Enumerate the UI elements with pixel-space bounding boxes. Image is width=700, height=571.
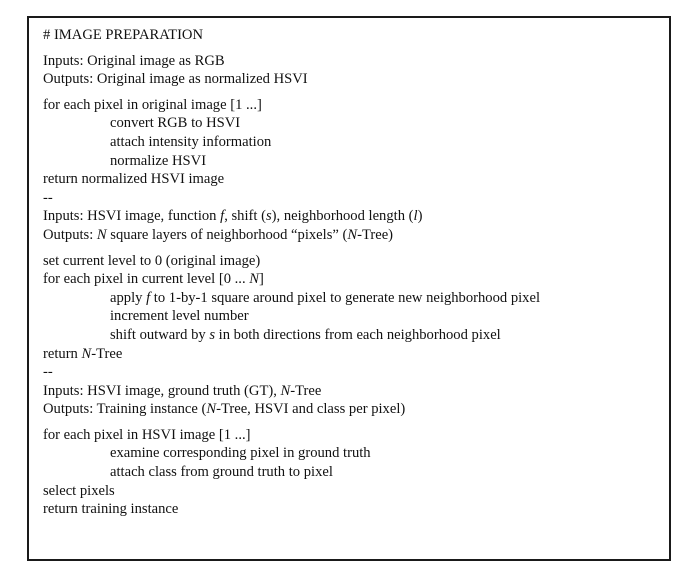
section2-inputs: Inputs: HSVI image, function f, shift (s), neighborhood length (l) [43, 208, 423, 225]
section3-step: attach class from ground truth to pixel [110, 464, 333, 481]
section1-loop: for each pixel in original image [1 ...] [43, 96, 262, 113]
section3-step: examine corresponding pixel in ground truth [110, 445, 371, 462]
section2-set-level: set current level to 0 (original image) [43, 252, 261, 269]
separator-2: -- [43, 364, 53, 381]
pseudocode-content [43, 26, 690, 519]
section1-step: attach intensity information [110, 133, 272, 150]
section3-outputs: Outputs: Training instance (N-Tree, HSVI and class per pixel) [43, 401, 406, 418]
section1-return: return normalized HSVI image [43, 171, 225, 188]
section1-step: convert RGB to HSVI [110, 115, 241, 132]
section2-step: apply f to 1-by-1 square around pixel to generate new neighborhood pixel [110, 289, 541, 306]
section2-outputs: Outputs: N square layers of neighborhood “pixels” (N-Tree) [43, 226, 394, 243]
section3-return: return training instance [43, 501, 179, 518]
section3-loop: for each pixel in HSVI image [1 ...] [43, 426, 251, 443]
separator-1: -- [43, 189, 53, 206]
section3-select: select pixels [43, 482, 115, 499]
section1-outputs: Outputs: Original image as normalized HSVI [43, 71, 308, 88]
section1-inputs: Inputs: Original image as RGB [43, 52, 225, 69]
section2-return: return N-Tree [43, 345, 123, 362]
section2-step: shift outward by s in both directions from each neighborhood pixel [110, 326, 501, 343]
pseudocode-title: # IMAGE PREPARATION [43, 27, 204, 43]
section2-loop: for each pixel in current level [0 ... N] [43, 271, 264, 288]
section2-step: increment level number [110, 308, 249, 325]
section1-step: normalize HSVI [110, 152, 207, 169]
section3-inputs: Inputs: HSVI image, ground truth (GT), N-Tree [43, 382, 322, 399]
